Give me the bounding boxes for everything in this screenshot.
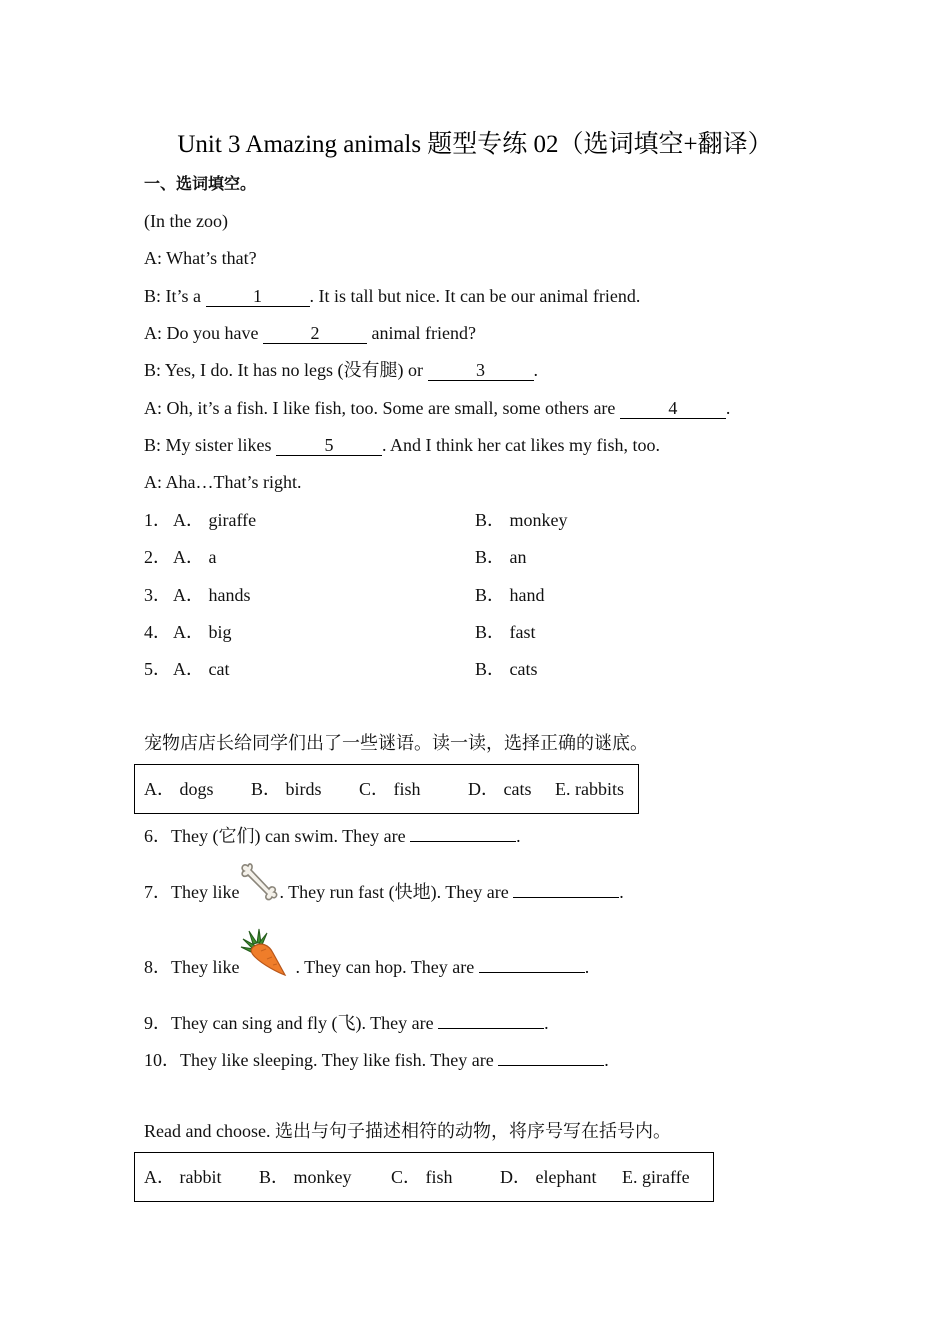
- dialogue-text: .: [533, 360, 538, 380]
- choice-option-a[interactable]: A． big: [173, 622, 232, 642]
- question-end: .: [516, 826, 521, 846]
- choice-option-a[interactable]: A． a: [173, 547, 217, 567]
- answer-blank-9[interactable]: [438, 1008, 544, 1029]
- dialogue-text: A: Oh, it’s a fish. I like fish, too. Some are small, some others are: [144, 398, 620, 418]
- question-text: 10．They like sleeping. They like fish. They are: [144, 1050, 499, 1070]
- dialogue-text: B: Yes, I do. It has no legs (没有腿) or: [144, 360, 428, 380]
- question-6: [144, 821, 521, 848]
- word-option: B． birds: [251, 779, 322, 799]
- scene-label: (In the zoo): [144, 211, 228, 231]
- choice-option-b[interactable]: B． hand: [475, 585, 545, 605]
- dialogue-text: B: My sister likes: [144, 435, 277, 455]
- dialogue-line-3: [144, 321, 476, 345]
- word-bank-box: [134, 764, 639, 814]
- question-end: .: [584, 957, 590, 977]
- choice-option-a[interactable]: A． giraffe: [173, 510, 257, 530]
- blank-1[interactable]: 1: [206, 286, 310, 307]
- dialogue-line-7: A: Aha…That’s right.: [144, 472, 302, 492]
- dialogue-text: animal friend?: [371, 323, 476, 343]
- answer-blank-8[interactable]: [479, 952, 585, 973]
- dialogue-text: B: It’s a: [144, 286, 206, 306]
- question-text: 8．They like: [144, 957, 240, 977]
- choice-number: 2．: [144, 547, 171, 567]
- word-option: A． dogs: [144, 779, 214, 799]
- word-option: C． fish: [391, 1167, 453, 1187]
- choice-number: 4．: [144, 622, 171, 642]
- word-option: D． elephant: [500, 1167, 597, 1187]
- word-option: E. rabbits: [555, 779, 624, 799]
- choice-option-b[interactable]: B． an: [475, 547, 527, 567]
- choice-number: 1．: [144, 510, 171, 530]
- dialogue-line-4: [144, 358, 538, 382]
- word-option: C． fish: [359, 779, 421, 799]
- dialogue-text: A: Do you have: [144, 323, 263, 343]
- word-option: A． rabbit: [144, 1167, 222, 1187]
- page-title: Unit 3 Amazing animals 题型专练 02（选词填空+翻译）: [177, 131, 773, 158]
- word-option: B． monkey: [259, 1167, 352, 1187]
- question-end: .: [604, 1050, 609, 1070]
- question-end: .: [544, 1013, 549, 1033]
- choice-option-a[interactable]: A． cat: [173, 659, 230, 679]
- answer-blank-6[interactable]: [410, 821, 516, 842]
- section3-intro: Read and choose. 选出与句子描述相符的动物，将序号写在括号内。: [144, 1121, 671, 1141]
- answer-blank-10[interactable]: [498, 1045, 604, 1066]
- dialogue-text: . And I think her cat likes my fish, too.: [382, 435, 660, 455]
- blank-3[interactable]: 3: [428, 360, 534, 381]
- question-end: .: [619, 882, 624, 902]
- answer-blank-7[interactable]: [513, 877, 619, 898]
- question-text: 6．They (它们) can swim. They are: [144, 826, 411, 846]
- word-bank-box-2: [134, 1152, 714, 1202]
- dialogue-line-2: [144, 284, 640, 308]
- blank-2[interactable]: 2: [263, 323, 367, 344]
- bone-icon: [239, 860, 279, 910]
- choice-option-b[interactable]: B． monkey: [475, 510, 568, 530]
- choice-option-b[interactable]: B． cats: [475, 659, 538, 679]
- question-text: 7．They like: [144, 882, 240, 902]
- choice-option-b[interactable]: B． fast: [475, 622, 536, 642]
- choice-number: 5．: [144, 659, 171, 679]
- question-text: . They can hop. They are: [295, 957, 479, 977]
- question-8: [144, 952, 589, 985]
- question-10: [144, 1045, 609, 1072]
- dialogue-text: . It is tall but nice. It can be our animal friend.: [309, 286, 641, 306]
- dialogue-line-5: [144, 396, 730, 420]
- carrot-icon: [239, 927, 295, 985]
- question-text: . They run fast (快地). They are: [279, 882, 514, 902]
- blank-4[interactable]: 4: [620, 398, 726, 419]
- section2-intro: 宠物店店长给同学们出了一些谜语。读一读，选择正确的谜底。: [144, 733, 648, 753]
- dialogue-text: .: [725, 398, 731, 418]
- blank-5[interactable]: 5: [276, 435, 382, 456]
- choice-option-a[interactable]: A． hands: [173, 585, 251, 605]
- section1-heading: 一、选词填空。: [144, 174, 257, 193]
- dialogue-line-6: [144, 433, 660, 457]
- question-7: [144, 877, 624, 910]
- question-9: [144, 1008, 549, 1035]
- dialogue-line-1: A: What’s that?: [144, 248, 257, 268]
- choice-number: 3．: [144, 585, 171, 605]
- question-text: 9．They can sing and fly (飞). They are: [144, 1013, 439, 1033]
- word-option: E. giraffe: [622, 1167, 690, 1187]
- word-option: D． cats: [468, 779, 532, 799]
